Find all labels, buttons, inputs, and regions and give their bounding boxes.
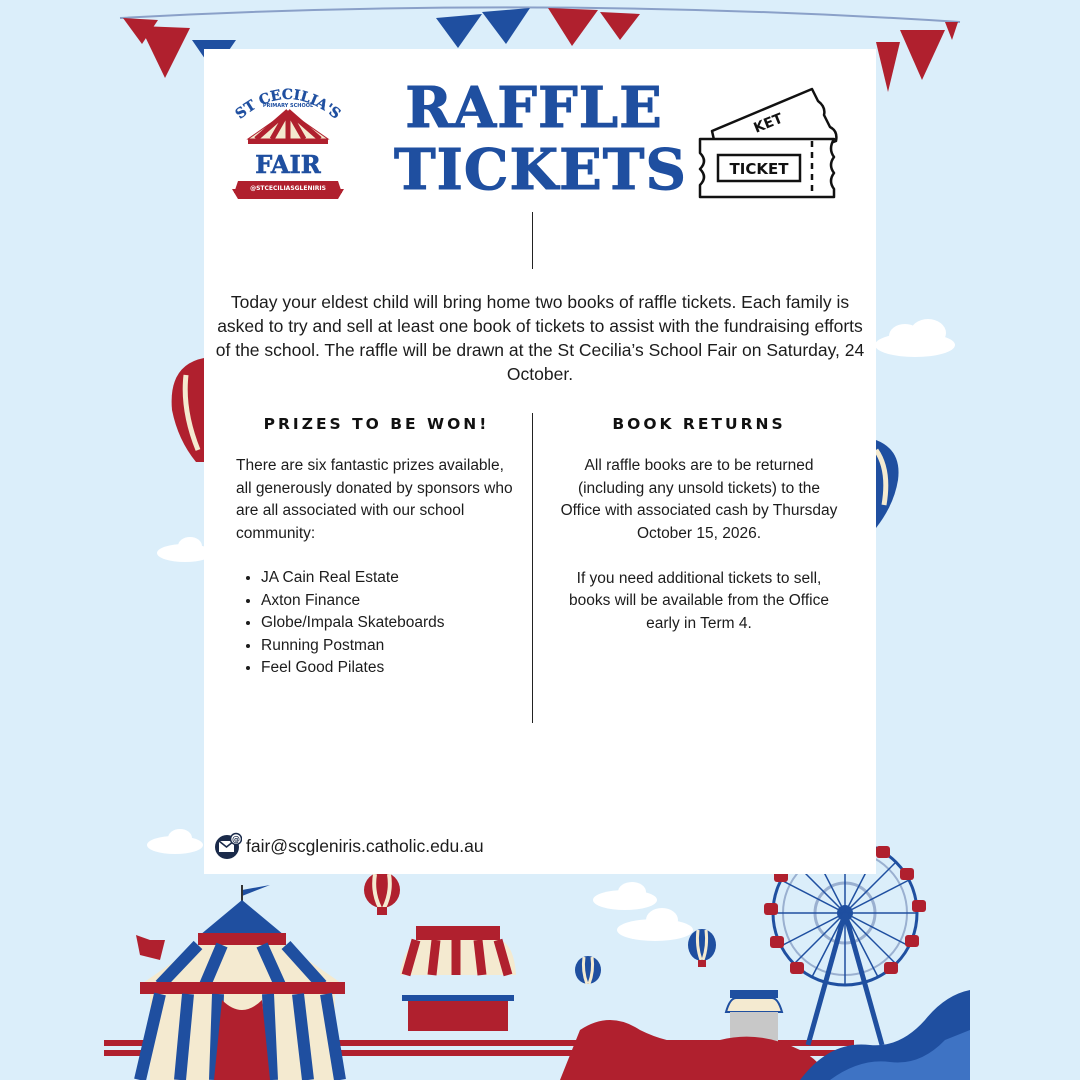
svg-text:@: @ [232,835,240,844]
title-line-tickets: TICKETS [394,137,687,203]
divider-top [532,212,533,269]
list-item: • Globe/Impala Skateboards [261,612,519,635]
red-wave [560,1020,830,1080]
prizes-section [234,415,519,680]
email-address[interactable]: fair@scgleniris.catholic.edu.au [246,835,484,856]
svg-text:@STCECILIASGLENIRIS: @STCECILIASGLENIRIS [250,185,326,192]
svg-text:ST CECILIA'S: ST CECILIA'S [232,86,344,123]
hot-air-balloon [688,929,716,967]
hot-air-balloon [364,872,400,915]
returns-section [559,415,839,635]
ticket-booth [726,990,782,1042]
hot-air-balloon [172,358,204,462]
svg-text:KET: KET [751,110,786,137]
prizes-heading: PRIZES TO BE WON! [263,415,490,433]
title-line-raffle: RAFFLE [405,75,663,141]
circus-tent [136,885,345,1080]
svg-text:TICKET: TICKET [729,160,789,178]
hot-air-balloon [876,440,899,528]
svg-text:PRIMARY SCHOOL: PRIMARY SCHOOL [262,103,314,109]
returns-text: All raffle books are to be returned (including any unsold tickets) to the Office with associated cash by Thursday October 15, 2026. [560,457,838,542]
intro-text: Today your eldest child will bring home two books of raffle tickets. Each family is asked to try and sell at least one book of tickets to assist with the fundraising efforts of the school. The raffle will be drawn at the St Cecilia’s School Fair on Saturday, 24 October. [215,291,865,384]
list-item: • Running Postman [261,635,519,658]
list-item: • Axton Finance [261,590,519,613]
ticket-icon [694,79,854,204]
fair-logo [228,77,348,202]
hot-air-balloon [575,956,601,984]
list-item: • Feel Good Pilates [261,657,519,680]
contact-email[interactable] [214,831,484,861]
additional-tickets-text: If you need additional tickets to sell, books will be available from the Office early in Term 4. [569,569,829,632]
page-title [394,75,687,203]
prize-list [234,567,519,680]
column-divider [532,413,533,723]
list-item: • JA Cain Real Estate [261,567,519,590]
svg-text:FAIR: FAIR [255,150,321,179]
prizes-text: There are six fantastic prizes available, all generously donated by sponsors who are all associated with our school community: [236,457,513,542]
email-icon [214,832,242,860]
returns-heading: BOOK RETURNS [612,415,786,433]
flyer-card [204,49,876,874]
food-stall [400,926,516,1031]
